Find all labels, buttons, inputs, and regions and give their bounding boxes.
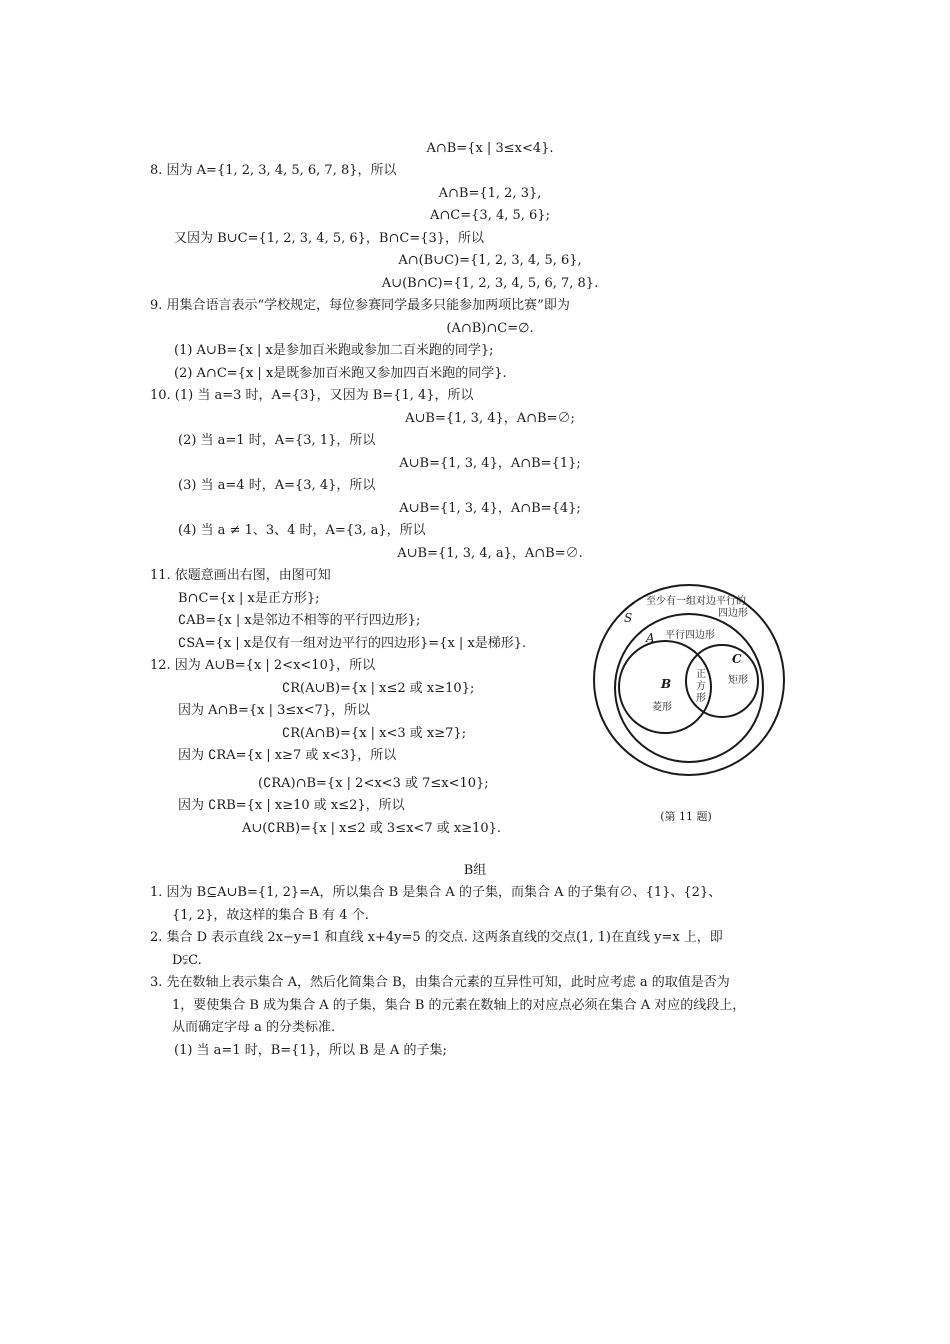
text-line: ∁R(A∪B)={x | x≤2 或 x≥10};: [282, 681, 475, 696]
outer-label-line1: 至少有一组对边平行的: [646, 596, 746, 607]
text-line: 3. 先在数轴上表示集合 A，然后化简集合 B，由集合元素的互异性可知，此时应考虑 a 的取值是否为: [150, 975, 730, 990]
text-line: 9. 用集合语言表示“学校规定，每位参赛同学最多只能参加两项比赛”即为: [150, 298, 570, 313]
set-S-label: S: [624, 611, 633, 625]
text-line: (2) A∩C={x | x是既参加百米跑又参加四百米跑的同学}.: [174, 366, 507, 381]
figure-caption: (第 11 题): [660, 810, 712, 823]
text-line: 11. 依题意画出右图，由图可知: [150, 568, 331, 583]
text-line: (1) A∪B={x | x是参加百米跑或参加二百米跑的同学};: [174, 343, 494, 358]
square-label-3: 形: [696, 693, 706, 704]
text-line: A∪B={1, 3, 4}，A∩B={1};: [399, 456, 581, 471]
set-A-label: A: [646, 631, 655, 645]
text-line: 12. 因为 A∪B={x | 2<x<10}，所以: [150, 658, 376, 673]
parallelogram-label: 平行四边形: [665, 630, 715, 641]
rhombus-label: 菱形: [652, 702, 672, 713]
text-line: {1, 2}，故这样的集合 B 有 4 个.: [172, 908, 369, 923]
text-line: A∩C={3, 4, 5, 6};: [430, 208, 550, 223]
text-line: A∪(∁RB)={x | x≤2 或 3≤x<7 或 x≥10}.: [242, 821, 502, 836]
text-line: (2) 当 a=1 时，A={3, 1}，所以: [178, 433, 376, 448]
text-line: 因为 ∁RA={x | x≥7 或 x<3}，所以: [178, 748, 397, 763]
text-line: 8. 因为 A={1, 2, 3, 4, 5, 6, 7, 8}，所以: [150, 163, 397, 178]
text-line: (1) 当 a=1 时，B={1}，所以 B 是 A 的子集;: [174, 1043, 447, 1058]
outer-label-line2: 四边形: [718, 608, 748, 619]
text-line: (3) 当 a=4 时，A={3, 4}，所以: [178, 478, 376, 493]
text-line: 1. 因为 B⊆A∪B={1, 2}=A，所以集合 B 是集合 A 的子集，而集合 A 的子集有∅、{1}、{2}、: [150, 885, 722, 900]
text-line: 从而确定字母 a 的分类标准.: [172, 1020, 336, 1035]
rectangle-label: 矩形: [728, 675, 748, 686]
text-line: (∁RA)∩B={x | 2<x<3 或 7≤x<10};: [258, 776, 489, 791]
text-line: ∁AB={x | x是邻边不相等的平行四边形};: [178, 613, 421, 628]
set-B-label: B: [661, 677, 672, 691]
text-line: 因为 ∁RB={x | x≥10 或 x≤2}，所以: [178, 798, 405, 813]
text-line: 10. (1) 当 a=3 时，A={3}，又因为 B={1, 4}，所以: [150, 388, 474, 403]
text-line: D⫋C.: [172, 953, 202, 968]
text-line: A∩B={x | 3≤x<4}.: [426, 141, 554, 156]
square-label-2: 方: [696, 681, 706, 692]
text-line: 2. 集合 D 表示直线 2x−y=1 和直线 x+4y=5 的交点. 这两条直线的交点(1, 1)在直线 y=x 上，即: [150, 930, 723, 945]
text-line: 又因为 B∪C={1, 2, 3, 4, 5, 6}，B∩C={3}，所以: [174, 231, 485, 246]
text-line: (4) 当 a ≠ 1、3、4 时，A={3, a}，所以: [178, 523, 426, 538]
text-line: ∁R(A∩B)={x | x<3 或 x≥7};: [282, 726, 467, 741]
venn-diagram: [588, 580, 788, 830]
square-label-1: 正: [696, 669, 706, 680]
text-line: A∪B={1, 3, 4}，A∩B={4};: [399, 501, 581, 516]
text-line: A∪B={1, 3, 4}，A∩B=∅;: [405, 411, 575, 426]
text-line: B∩C={x | x是正方形};: [178, 591, 320, 606]
text-line: A∪(B∩C)={1, 2, 3, 4, 5, 6, 7, 8}.: [381, 276, 599, 291]
text-line: 1，要使集合 B 成为集合 A 的子集，集合 B 的元素在数轴上的对应点必须在集合 A 对应的线段上，: [172, 998, 746, 1013]
text-line: A∪B={1, 3, 4, a}，A∩B=∅.: [397, 546, 583, 561]
set-C-label: C: [732, 652, 742, 666]
text-line: A∩(B∪C)={1, 2, 3, 4, 5, 6},: [398, 253, 582, 268]
text-line: (A∩B)∩C=∅.: [446, 321, 534, 336]
text-line: ∁SA={x | x是仅有一组对边平行的四边形}={x | x是梯形}.: [178, 636, 527, 651]
text-line: A∩B={1, 2, 3},: [438, 186, 542, 201]
text-line: 因为 A∩B={x | 3≤x<7}，所以: [178, 703, 371, 718]
section-heading: B组: [463, 863, 487, 878]
